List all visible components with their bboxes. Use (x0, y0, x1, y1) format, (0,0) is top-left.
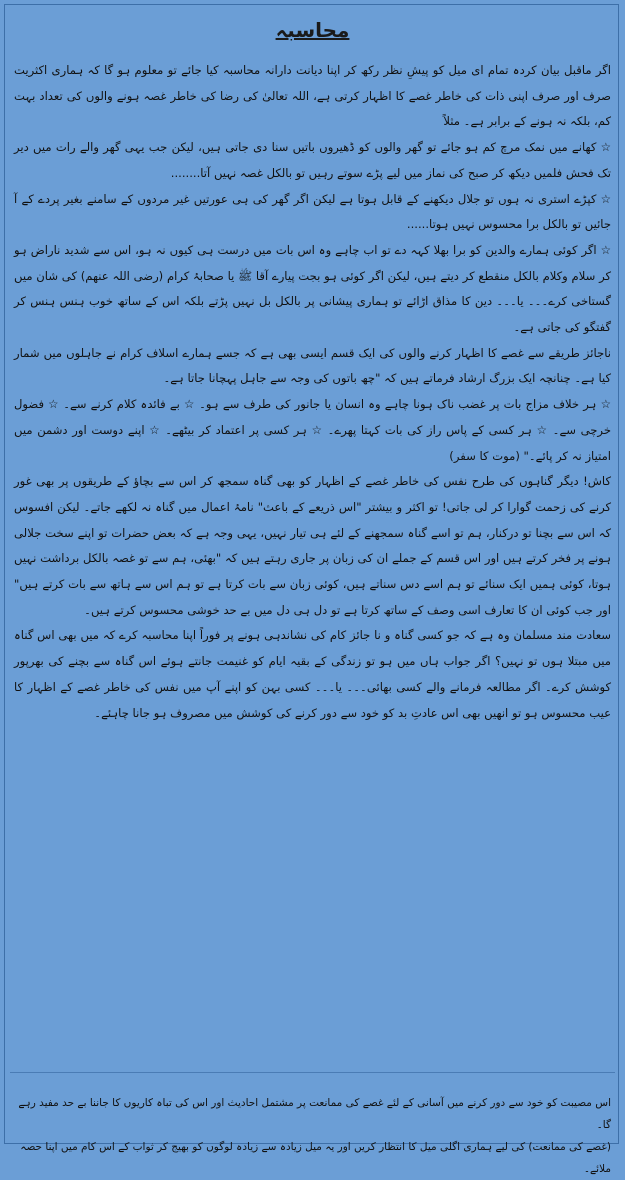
paragraph-self-accounting: سعادت مند مسلمان وہ ہے کہ جو کسی گناہ و نا جائز کام کی نشاندہی ہونے پر فوراً اپنا محاسبہ کرے کہ میں بھی اس گناہ میں مبتلا ہوں تو نہیں؟ اگر جواب ہاں میں ہو تو زندگی کے بقیہ ایام کو غنیمت جانتے ہوئے اس گناہ سے بچنے کی بھرپور کوشش کرے۔ اگر مطالعہ فرمانے والے کسی بھائی۔۔۔ یا۔۔۔ کسی بہن کو اپنے آپ میں نفس کی خاطر غصے کے اظہار کا عیب محسوس ہو تو انھیں بھی اس عادتِ بد کو خود سے دور کرنے کی کوشش میں مصروف ہو جانا چاہئے۔ (14, 628, 611, 720)
article-body (14, 58, 611, 726)
paragraph-example-clothes: ☆ کپڑے استری نہ ہوں تو جلال دیکھنے کے قابل ہوتا ہے لیکن اگر گھر کی ہی عورتیں غیر مردوں کے سامنے بغیر پردے کے آ جائیں تو بالکل برا محسوس نہیں ہوتا...... (14, 191, 611, 232)
footer-divider (10, 1072, 615, 1073)
paragraph-example-food: ☆ کھانے میں نمک مرچ کم ہو جائے تو گھر والوں کو ڈھیروں باتیں سنا دی جاتی ہیں، لیکن جب یہی گھر والے رات میں دیر تک فحش فلمیں دیکھ کر صبح کی نماز میں لیے پڑے سوتے رہیں تو بالکل غصہ نہیں آتا........ (14, 140, 611, 180)
paragraph-example-parents: ☆ اگر کوئی ہمارے والدین کو برا بھلا کہہ دے تو اب چاہے وہ اس بات میں درست ہی کیوں نہ ہو، اس سے شدید ناراض ہو کر سلام وکلام بالکل منقطع کر دیتے ہیں، لیکن اگر کوئی ہو بجت پیارے آقا ﷺ یا صحابۂ کرام (رضی اللہ عنھم) کی شان میں گستاخی کرے۔۔۔ یا۔۔۔ دین کا مذاق اڑائے تو ہماری پیشانی پر بالکل بل نہیں پڑتے بلکہ اس کے ساتھ خوب ہنس ہنس کر گفتگو کی جاتی ہے۔ (14, 242, 611, 335)
paragraph-intro: اگر ماقبل بیان کردہ تمام ای میل کو پیشِ نظر رکھ کر اپنا دیانت دارانہ محاسبہ کیا جائے تو معلوم ہو گا کہ ہماری اکثریت صرف اور صرف اپنی ذات کی خاطر غصے کا اظہار کرتی ہے، اللہ تعالیٰ کی رضا کی خاطر غصہ ہونے والوں کی تعداد بہت کم، بلکہ نہ ہونے کے برابر ہے۔ مثلاً (14, 63, 611, 129)
paragraph-six-traits: ☆ ہر خلاف مزاج بات پر غضب ناک ہونا چاہے وہ انسان یا جانور کی طرف سے ہو۔ ☆ بے فائدہ کلام کرنے سے۔ ☆ فضول خرچی سے۔ ☆ ہر کسی کے پاس راز کی بات کہتا پھرے۔ ☆ ہر کسی پر اعتماد کر بیٹھے۔ ☆ اپنے دوست اور دشمن میں امتیاز نہ کر پائے۔" (موت کا سفر) (14, 397, 611, 463)
footer-line-1: اس مصیبت کو خود سے دور کرنے میں آسانی کے لئے غصے کی ممانعت پر مشتمل احادیث اور اس کی تباہ کاریوں کا جاننا بے حد مفید رہے گا۔ (18, 1097, 611, 1131)
footer-line-2: (غصے کی ممانعت) کی لیے ہماری اگلی میل کا انتظار کریں اور یہ میل زیادہ سے زیادہ لوگوں کو بھیج کر ثواب کے اس کام میں اپنا حصہ ملائے۔ (20, 1141, 611, 1175)
page-title: محاسبہ (275, 18, 350, 42)
paragraph-regret: کاش! دیگر گناہوں کی طرح نفس کی خاطر غصے کے اظہار کو بھی گناہ سمجھ کر اس سے بچاؤ کے طریقوں پر بھی غور کرنے کی زحمت گوارا کر لی جاتی! تو اکثر و بیشتر "اس ذریعے کے باعث" نامۂ اعمال میں گناہ نہ لکھے جاتے۔ لیکن افسوس کہ اس سے بچنا تو درکنار، ہم تو اسے گناہ سمجھنے کے لئے ہی تیار نہیں، یہی وجہ ہے کہ بعض حضرات تو اپنے سخت جلالی ہونے پر فخر کرتے ہیں اور اس قسم کے جملے ان کی زبان پر جاری رہتے ہیں کہ "بھئی، ہم سے تو غصہ بالکل برداشت نہیں ہوتا، کوئی ہمیں ایک سنائے تو ہم اسے دس سناتے ہیں، کوئی زبان سے بات کرتا ہے تو ہم اس سے ہاتھ سے بات کرتے ہیں" اور جب کوئی ان کا تعارف اسی وصف کے ساتھ کرتا ہے تو دل ہی دل میں بے حد خوشی محسوس کرتے ہیں۔ (14, 474, 611, 617)
footer-note (14, 1092, 611, 1180)
paragraph-ignorant-types: ناجائز طریقے سے غصے کا اظہار کرنے والوں کی ایک قسم ایسی بھی ہے کہ جسے ہمارے اسلاف کرام نے جاہلوں میں شمار کیا ہے۔ چنانچہ ایک بزرگ ارشاد فرماتے ہیں کہ "چھ باتوں کی وجہ سے جاہل پہچانا جاتا ہے۔ (14, 345, 611, 386)
